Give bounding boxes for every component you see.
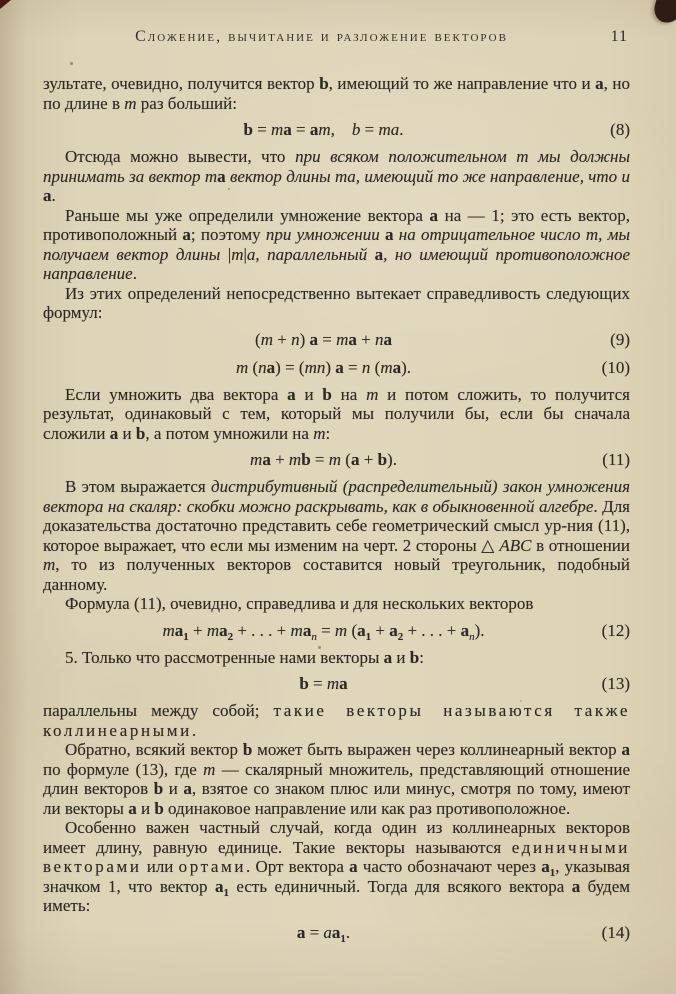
text-run: a bbox=[374, 244, 384, 264]
text-run: на bbox=[331, 384, 367, 404]
text-run: . bbox=[345, 922, 351, 942]
text-run: a bbox=[283, 120, 292, 139]
formula-number: (11) bbox=[602, 450, 630, 469]
text-run: + bbox=[272, 329, 292, 349]
text-run: a bbox=[331, 922, 341, 942]
text-run: n bbox=[258, 357, 267, 377]
formula-row bbox=[43, 329, 630, 350]
text-run: , но имеющий противоположное направление bbox=[43, 244, 630, 283]
text-run: m bbox=[206, 620, 220, 640]
text-run: a bbox=[392, 357, 402, 377]
formula-number: (12) bbox=[601, 620, 630, 640]
text-run: одинаковое направление или как раз противоположное. bbox=[163, 798, 571, 818]
paragraph bbox=[43, 594, 630, 614]
text-run: n bbox=[291, 329, 300, 349]
text-run: a bbox=[383, 647, 393, 667]
text-run: + . . . + bbox=[233, 620, 291, 640]
text-run: a bbox=[335, 357, 344, 377]
formula-row bbox=[43, 922, 630, 943]
text-run: a bbox=[214, 876, 224, 896]
text-run: . bbox=[191, 720, 197, 740]
page-corner-mark-top-right bbox=[652, 0, 676, 26]
text-run: a bbox=[296, 922, 306, 942]
text-run: n bbox=[374, 329, 384, 349]
text-run: ma bbox=[378, 120, 400, 139]
text-run: ) bbox=[325, 357, 336, 377]
page-corner-mark-top-left bbox=[0, 0, 11, 9]
paragraph bbox=[43, 740, 630, 818]
text-run: a bbox=[128, 798, 137, 818]
text-run: при умножении bbox=[265, 225, 386, 244]
text-run: a bbox=[217, 166, 226, 186]
text-run: a bbox=[43, 186, 52, 205]
text-run: и bbox=[118, 423, 136, 443]
text-run: единичными векторами bbox=[43, 837, 630, 876]
text-run: a bbox=[183, 779, 192, 798]
text-run: на отрицательное число m, мы получаем вектор длины bbox=[43, 225, 631, 264]
text-run: + bbox=[270, 450, 289, 469]
text-run: Формула (11), очевидно, справедлива и для нескольких векторов bbox=[65, 594, 534, 613]
text-run: m bbox=[318, 120, 331, 139]
formula-number: (13) bbox=[601, 674, 630, 693]
paragraph bbox=[43, 385, 630, 444]
paragraph bbox=[43, 701, 630, 740]
text-run: . bbox=[51, 186, 56, 205]
document-body bbox=[43, 74, 630, 943]
text-run: есть единичный. Тогда для всякого вектора bbox=[228, 876, 572, 896]
text-run: = bbox=[360, 120, 379, 139]
text-run: m bbox=[203, 759, 216, 779]
text-run: и bbox=[163, 779, 184, 798]
text-run: a bbox=[385, 225, 394, 244]
text-run: ; поэтому bbox=[190, 225, 266, 244]
text-run: ) = ( bbox=[275, 357, 305, 377]
text-run: , указывая значком 1, что вектор bbox=[43, 857, 630, 896]
text-run: + bbox=[356, 329, 375, 349]
text-run: a bbox=[389, 620, 398, 640]
text-run: ( bbox=[347, 620, 358, 640]
text-run: n bbox=[361, 357, 371, 377]
text-run: b bbox=[322, 384, 332, 404]
running-header-title: Сложение, вычитание и разложение векторов bbox=[135, 28, 508, 45]
text-run: 5. Только что рассмотренные нами векторы bbox=[65, 647, 384, 667]
text-run: a bbox=[541, 857, 550, 876]
text-run: a bbox=[109, 423, 119, 443]
text-run: n bbox=[311, 630, 317, 643]
formula bbox=[297, 922, 376, 943]
text-run: b bbox=[409, 647, 420, 667]
text-run: ABC bbox=[499, 535, 532, 555]
text-run: , bbox=[330, 120, 352, 139]
text-run: = bbox=[305, 922, 324, 942]
text-run: будем иметь: bbox=[43, 876, 630, 915]
text-run: m bbox=[162, 620, 175, 640]
text-run: такие векторы называются также коллинеарными bbox=[43, 701, 630, 740]
text-run: + bbox=[359, 450, 378, 469]
text-run: параллельны между собой; bbox=[43, 701, 274, 720]
text-run: m bbox=[366, 384, 379, 404]
text-run: и bbox=[295, 384, 323, 404]
paragraph bbox=[43, 147, 630, 206]
text-run: = bbox=[343, 357, 362, 377]
formula-number: (8) bbox=[610, 120, 630, 139]
text-run: m bbox=[271, 120, 284, 139]
text-run: = bbox=[291, 120, 310, 139]
text-run: m bbox=[250, 450, 263, 469]
text-run: Раньше мы уже определили умножение вектора bbox=[65, 205, 430, 225]
text-run: a bbox=[383, 329, 392, 349]
text-run: a bbox=[266, 357, 276, 377]
text-run: и bbox=[392, 647, 410, 667]
text-run: ). bbox=[474, 620, 485, 640]
formula-row bbox=[43, 357, 630, 378]
text-run: a bbox=[182, 225, 191, 244]
text-run: может быть выражен через коллинеарный вектор bbox=[252, 740, 622, 759]
text-run: a bbox=[460, 620, 470, 640]
text-run: a bbox=[309, 120, 319, 139]
text-run: , а потом умножили на bbox=[145, 423, 314, 443]
text-run: или bbox=[141, 857, 179, 876]
text-run: a bbox=[429, 205, 439, 225]
text-run: + bbox=[188, 620, 207, 640]
text-run: . Для доказательства достаточно представить себе геометрический смысл ур-ния (11), которое выражает, что если мы изменим на черт. 2 стороны △ bbox=[43, 496, 630, 555]
formula-row bbox=[43, 119, 630, 140]
text-run: ). bbox=[401, 357, 412, 377]
text-run: a bbox=[287, 384, 296, 404]
text-run: b bbox=[319, 74, 329, 93]
text-run: m bbox=[336, 329, 349, 349]
text-run: — скалярный множитель, представляющий отношение длин векторов bbox=[43, 759, 630, 798]
text-run: b bbox=[242, 740, 253, 759]
formula-number: (10) bbox=[601, 357, 630, 377]
text-run: b bbox=[377, 450, 388, 469]
text-run: Отсюда можно вывести, что bbox=[65, 147, 296, 166]
text-run: Из этих определений непосредственно вытекает справедливость следующих формул: bbox=[43, 283, 630, 322]
text-run: + . . . + bbox=[403, 620, 461, 640]
text-run: b bbox=[243, 120, 253, 139]
text-run: a bbox=[357, 620, 366, 640]
text-run: a bbox=[262, 450, 271, 469]
text-run: 1 bbox=[340, 932, 346, 945]
text-run: b bbox=[301, 450, 311, 469]
text-run: m bbox=[231, 244, 244, 264]
text-run: ( bbox=[248, 357, 259, 377]
text-run: при всяком положительном m мы должны принимать за вектор m bbox=[43, 147, 631, 186]
text-run: m bbox=[43, 555, 56, 574]
text-run: и bbox=[136, 798, 155, 818]
text-run: 1 bbox=[223, 886, 229, 899]
paragraph bbox=[43, 284, 630, 323]
text-run: b bbox=[154, 798, 164, 818]
text-run: b bbox=[351, 120, 361, 139]
formula-row bbox=[43, 673, 630, 694]
text-run: Если умножить два вектора bbox=[65, 384, 288, 404]
text-run: в отношении bbox=[531, 535, 630, 555]
text-run: 1 bbox=[365, 630, 372, 643]
text-run: зультате, очевидно, получится вектор bbox=[43, 74, 320, 93]
paragraph bbox=[43, 477, 630, 594]
paragraph bbox=[43, 648, 630, 668]
text-run: 2 bbox=[397, 630, 404, 643]
text-run: n bbox=[469, 630, 475, 643]
text-run: a bbox=[339, 674, 348, 693]
formula bbox=[236, 357, 437, 378]
text-run: m bbox=[260, 329, 273, 349]
formula-row bbox=[43, 449, 630, 470]
text-run: m bbox=[235, 357, 249, 377]
formula-number: (9) bbox=[610, 329, 630, 349]
text-run: + bbox=[371, 620, 390, 640]
formula bbox=[250, 449, 423, 470]
text-run: ). bbox=[387, 450, 397, 469]
formula-row bbox=[43, 620, 630, 641]
text-run: m bbox=[334, 620, 348, 640]
text-run: = bbox=[308, 674, 327, 693]
text-run: Обратно, всякий вектор bbox=[65, 740, 243, 759]
text-run: a bbox=[323, 922, 332, 942]
paragraph bbox=[43, 74, 630, 113]
text-run: mn bbox=[304, 357, 326, 377]
text-run: вектор длины ma, имеющий то же направление, что и bbox=[225, 166, 630, 186]
formula bbox=[299, 673, 373, 694]
running-header bbox=[43, 28, 630, 50]
text-run: m bbox=[124, 93, 137, 113]
text-run: по формуле (13), где bbox=[43, 759, 204, 779]
text-run: ( bbox=[370, 357, 381, 377]
text-run: a bbox=[348, 329, 357, 349]
text-run: раз больший: bbox=[136, 93, 237, 113]
text-run: = bbox=[310, 450, 329, 469]
text-run: 1 bbox=[183, 630, 189, 643]
text-run: m bbox=[326, 674, 340, 693]
formula bbox=[162, 620, 510, 641]
text-run: Особенно важен частный случай, когда один из коллинеарных векторов имеет длину, равную единице. Такие векторы называются bbox=[43, 818, 630, 857]
text-run: | bbox=[227, 244, 232, 264]
page-content bbox=[43, 28, 630, 950]
text-run: : bbox=[325, 423, 331, 443]
text-run: , то из полученных векторов составится новый треугольник, подобный данному. bbox=[43, 555, 630, 594]
text-run: a bbox=[595, 74, 604, 93]
text-run: ( bbox=[255, 329, 261, 349]
text-run: на — 1; это есть вектор, противоположный bbox=[43, 205, 630, 244]
text-run: a bbox=[174, 620, 184, 640]
text-run: : bbox=[419, 647, 424, 667]
text-run: = bbox=[252, 120, 272, 139]
text-run: . bbox=[399, 120, 404, 139]
text-run: m bbox=[313, 423, 326, 443]
text-run: a, параллельный bbox=[246, 244, 375, 264]
text-run: a bbox=[219, 620, 228, 640]
text-run: a bbox=[350, 450, 360, 469]
text-run: = bbox=[318, 329, 337, 349]
page-number: 11 bbox=[610, 28, 628, 45]
text-run: b bbox=[153, 779, 164, 798]
text-run: и потом сложить, то получится результат, одинаковый с тем, который мы получили бы, если бы сначала сложили bbox=[43, 384, 631, 443]
text-run: В этом выражается bbox=[65, 477, 212, 496]
text-run: 1 bbox=[549, 867, 556, 879]
text-run: . Орт вектора bbox=[246, 857, 350, 876]
text-run: дистрибутивный (распределительный) закон умножения вектора на скаляр: скобки можно раскрывать, как в обыкновенной алгебре bbox=[43, 477, 630, 516]
paragraph bbox=[43, 206, 630, 284]
formula bbox=[243, 119, 429, 140]
text-run: | bbox=[243, 244, 247, 264]
formula-number: (14) bbox=[601, 922, 630, 942]
text-run: , имеющий то же направление что и bbox=[328, 74, 596, 93]
text-run: a bbox=[571, 876, 581, 896]
text-run: b bbox=[299, 674, 309, 693]
text-run: ) bbox=[299, 329, 310, 349]
text-run: a bbox=[621, 740, 630, 759]
text-run: b bbox=[135, 423, 146, 443]
text-run: m bbox=[380, 357, 393, 377]
text-run: = bbox=[316, 620, 335, 640]
text-run: , но по длине в bbox=[43, 74, 630, 113]
paragraph bbox=[43, 818, 630, 916]
text-run: часто обозначают через bbox=[357, 857, 542, 876]
text-run: m bbox=[328, 450, 342, 469]
text-run: ( bbox=[341, 450, 351, 469]
text-run: a bbox=[302, 620, 312, 640]
text-run: a bbox=[309, 329, 318, 349]
text-run: m bbox=[290, 620, 303, 640]
text-run: , взятое со знаком плюс или минус, смотря по тому, имеют ли векторы bbox=[43, 779, 630, 818]
text-run: ортами bbox=[178, 857, 247, 876]
text-run: m bbox=[288, 450, 302, 469]
text-run: 2 bbox=[227, 630, 234, 643]
formula bbox=[255, 329, 418, 350]
text-run: . bbox=[132, 264, 137, 283]
text-run: a bbox=[349, 857, 358, 876]
